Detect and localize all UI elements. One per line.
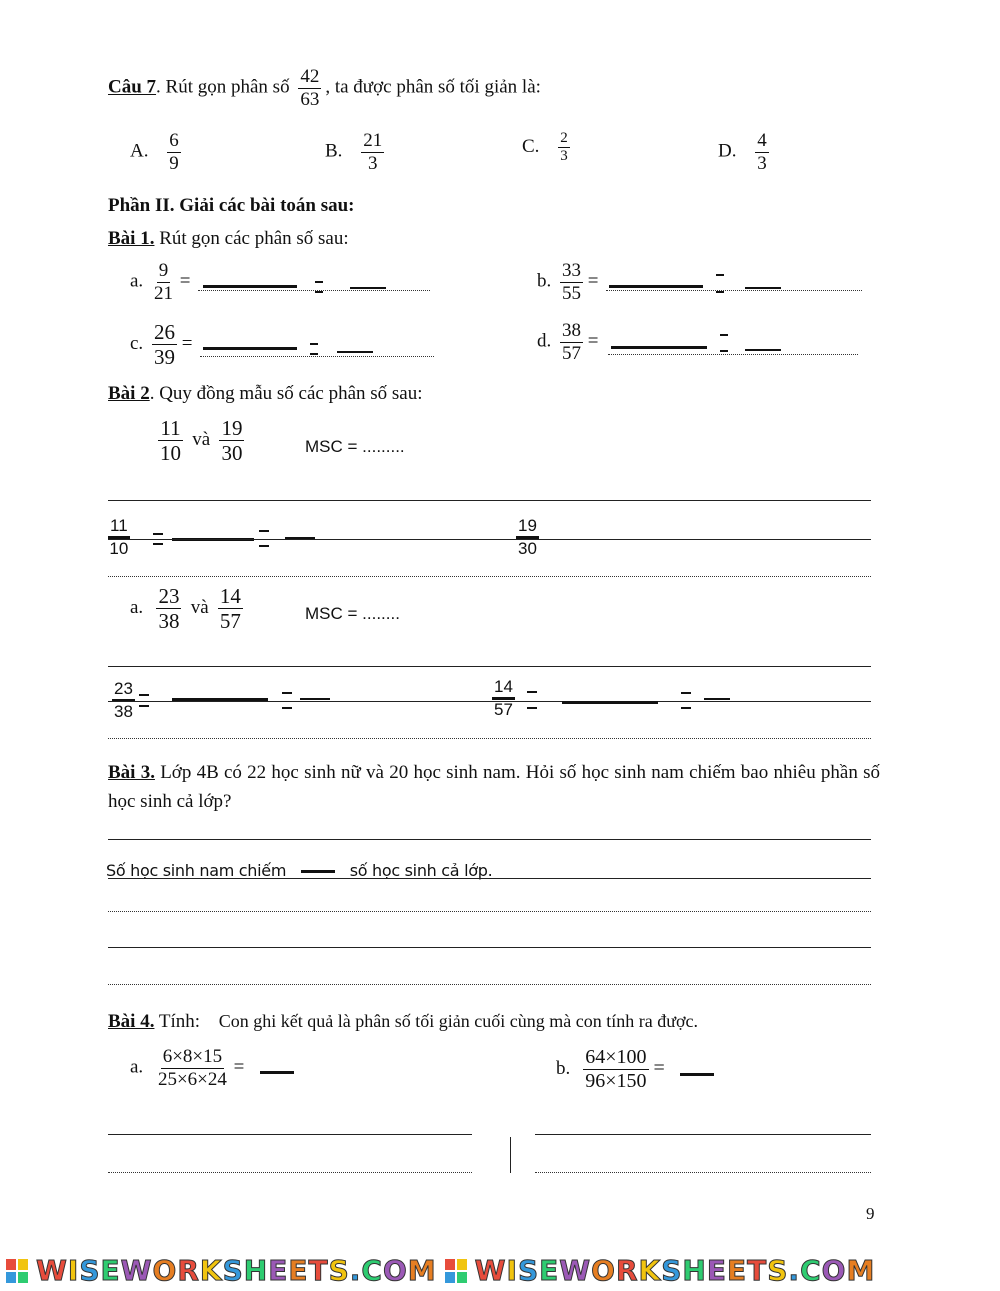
answer-blank[interactable]: [260, 1071, 294, 1074]
option-fraction: [755, 130, 769, 175]
bai-1-text: Rút gọn các phân số sau:: [154, 228, 349, 249]
option-fraction: [167, 130, 181, 175]
watermark-letter: C: [800, 1254, 822, 1287]
bai-3-body: Lớp 4B có 22 học sinh nữ và 20 học sinh nam. Hỏi số học sinh nam chiếm bao nhiêu phần số học sinh cả lớp?: [108, 762, 881, 812]
work-num: 14: [492, 677, 515, 700]
watermark-text: [36, 1254, 437, 1287]
bai-1-label: Bài 1.: [108, 228, 155, 249]
q7-option-a[interactable]: [130, 130, 181, 175]
bai1-item-d: [537, 320, 598, 365]
answer-blank[interactable]: [350, 287, 386, 289]
watermark-letter: S: [661, 1254, 683, 1287]
equals-sign: =: [587, 330, 599, 352]
work-line[interactable]: [108, 576, 871, 577]
item-den: 57: [562, 342, 581, 364]
eq-mark: [139, 705, 149, 707]
bai-2-label: Bài 2: [108, 383, 150, 404]
work-den: 30: [518, 539, 537, 559]
answer-blank[interactable]: [337, 351, 373, 353]
option-num: 21: [363, 130, 383, 151]
work-num: 19: [516, 516, 539, 539]
watermark-letter: R: [615, 1254, 639, 1287]
bai-4-label: Bài 4.: [108, 1011, 155, 1032]
part-2-heading: [108, 195, 355, 217]
option-letter: C.: [522, 136, 540, 158]
pair-fraction: [219, 416, 244, 465]
item-den: 39: [153, 345, 175, 370]
eq-mark: [527, 691, 537, 693]
equals-sign: =: [179, 270, 191, 292]
watermark-letter: E: [268, 1254, 289, 1287]
bai4-item-a: a. $\frac{6\times 8\times 15}{25\times 6\times 24}$ =: [130, 1046, 245, 1090]
answer-blank[interactable]: [680, 1073, 714, 1076]
watermark-letter: H: [243, 1254, 269, 1287]
watermark-letter: S: [517, 1254, 540, 1287]
eq-mark: [720, 334, 728, 336]
work-fraction: [492, 677, 515, 721]
eq-mark: [259, 545, 269, 547]
pair-den: 38: [158, 609, 180, 634]
watermark-letter: E: [100, 1254, 121, 1287]
work-line[interactable]: [108, 1134, 472, 1135]
answer-blank[interactable]: [611, 346, 707, 349]
pair-den: 10: [160, 441, 181, 466]
eq-mark: [153, 543, 163, 545]
option-den: 3: [560, 148, 568, 165]
option-num: 2: [558, 130, 570, 148]
work-frac-4: [492, 676, 515, 721]
pair-num: 14: [219, 584, 241, 608]
divider: [510, 1137, 511, 1173]
answer-blank[interactable]: [745, 349, 781, 351]
answer-blank[interactable]: [203, 285, 297, 288]
answer-line[interactable]: [608, 354, 858, 355]
item-num: 38: [562, 320, 581, 341]
watermark-letter: C: [361, 1254, 383, 1287]
work-line[interactable]: [108, 500, 871, 501]
answer-blank[interactable]: [704, 698, 730, 700]
watermark-letter: S: [328, 1254, 350, 1287]
answer-blank[interactable]: [300, 698, 330, 700]
watermark-letter: E: [706, 1254, 727, 1287]
bai4-item-b: b. $\frac{64\times 100}{96\times 150}$ =: [556, 1046, 665, 1092]
q7-frac-num: 42: [300, 66, 320, 87]
work-frac-1: [108, 515, 130, 560]
pair-num: 23: [158, 584, 180, 608]
item-fraction: [152, 320, 177, 369]
work-line[interactable]: [108, 911, 871, 912]
watermark-letter: S: [79, 1254, 101, 1287]
item-num: 33: [562, 260, 581, 281]
option-den: 3: [367, 152, 378, 174]
bai-3-label: Bài 3.: [108, 762, 155, 783]
bai1-item-a: [130, 260, 190, 305]
msc-field-1[interactable]: MSC = .........: [305, 437, 405, 456]
answer-blank[interactable]: [609, 285, 703, 288]
q7-frac-den: 63: [300, 88, 320, 110]
bai-3-text: [108, 758, 880, 816]
part-2-label: Phần II: [108, 195, 170, 216]
watermark-letter: T: [747, 1254, 768, 1287]
watermark-letter: E: [288, 1254, 309, 1287]
and-word: và: [190, 597, 209, 619]
watermark-letter: T: [308, 1254, 329, 1287]
item-letter: a.: [130, 270, 144, 292]
logo-icon: [445, 1259, 467, 1283]
watermark-letter: W: [120, 1254, 153, 1287]
option-letter: A.: [130, 140, 149, 162]
q7-text-after: , ta được phân số tối giản là:: [325, 76, 541, 98]
item-fraction: [152, 260, 175, 305]
eq-mark: [315, 291, 323, 293]
item-num: 64×100: [585, 1046, 647, 1068]
work-den: 57: [494, 700, 513, 720]
item-letter: d.: [537, 330, 552, 352]
option-fraction: [558, 130, 570, 166]
q7-option-b[interactable]: [325, 130, 384, 175]
option-num: 4: [757, 130, 767, 151]
and-word: và: [192, 429, 211, 451]
watermark-letter: W: [559, 1254, 592, 1287]
work-line[interactable]: [108, 947, 871, 948]
bai-4-text: Tính:: [154, 1011, 201, 1032]
eq-mark: [282, 707, 292, 709]
work-fraction: [516, 516, 539, 560]
watermark-letter: O: [821, 1254, 847, 1287]
item-fraction: [156, 1046, 229, 1091]
watermark-letter: H: [682, 1254, 707, 1287]
option-den: 3: [757, 152, 767, 174]
watermark-letter: S: [222, 1254, 244, 1287]
pair-num: 19: [221, 416, 243, 440]
watermark-letter: K: [199, 1254, 223, 1287]
watermark-letter: M: [407, 1254, 437, 1287]
eq-mark: [310, 353, 318, 355]
eq-mark: [315, 281, 323, 283]
equals-sign: =: [181, 333, 193, 354]
item-den: 25×6×24: [157, 1068, 227, 1090]
answer-line[interactable]: [606, 290, 862, 291]
logo-icon: [6, 1259, 28, 1283]
work-fraction: [108, 516, 130, 560]
item-fraction: [583, 1046, 648, 1093]
watermark-letter: I: [506, 1254, 518, 1287]
bai-1-heading: [108, 228, 349, 250]
pair-fraction: [218, 584, 243, 633]
answer-before: Số học sinh nam chiếm: [106, 861, 287, 880]
option-letter: B.: [325, 140, 343, 162]
bai-2-text: . Quy đồng mẫu số các phân số sau:: [149, 383, 423, 404]
watermark-letter: O: [382, 1254, 408, 1287]
watermark-letter: E: [539, 1254, 560, 1287]
page-number: 9: [866, 1204, 875, 1223]
watermark-letter: M: [846, 1254, 876, 1287]
eq-mark: [153, 533, 163, 535]
question-7: [108, 66, 908, 126]
work-line[interactable]: [108, 878, 871, 879]
work-num: 11: [108, 516, 130, 539]
answer-after: số học sinh cả lớp.: [349, 861, 493, 880]
work-frac-2: [516, 515, 539, 560]
watermark-letter: O: [152, 1254, 178, 1287]
eq-mark: [527, 707, 537, 709]
equals-sign: =: [587, 270, 599, 292]
watermark-letter: .: [349, 1254, 362, 1287]
eq-mark: [282, 692, 292, 694]
option-den: 9: [169, 152, 179, 174]
q7-option-d[interactable]: [718, 130, 769, 175]
watermark-letter: W: [36, 1254, 68, 1287]
q7-option-c[interactable]: [522, 130, 570, 166]
work-den: 38: [114, 702, 133, 722]
pair-den: 57: [219, 609, 241, 634]
msc-field-2[interactable]: MSC = ........: [305, 604, 400, 623]
pair-fraction: [158, 416, 183, 465]
item-num: 9: [158, 260, 169, 281]
item-letter: a.: [130, 1056, 144, 1078]
pair-den: 30: [221, 441, 243, 466]
answer-blank[interactable]: [562, 701, 658, 704]
q7-label: Câu 7: [108, 76, 157, 98]
eq-mark: [716, 291, 724, 293]
eq-mark: [139, 694, 149, 696]
q7-text-before: . Rút gọn phân số: [156, 76, 290, 98]
item-den: 96×150: [585, 1070, 647, 1092]
work-line[interactable]: [108, 738, 871, 739]
work-den: 10: [109, 539, 129, 559]
eq-mark: [681, 692, 691, 694]
answer-blank[interactable]: [203, 347, 297, 350]
answer-line[interactable]: [200, 356, 434, 357]
eq-mark: [720, 350, 728, 352]
item-num: 6×8×15: [162, 1046, 223, 1067]
watermark-text: [475, 1254, 876, 1287]
watermark-letter: W: [474, 1254, 507, 1287]
bai-4-note: Con ghi kết quả là phân số tối giản cuối cùng mà con tính ra được.: [218, 1011, 698, 1031]
item-fraction: [560, 320, 583, 365]
option-letter: D.: [718, 140, 737, 162]
work-line[interactable]: [108, 666, 871, 667]
answer-blank[interactable]: [745, 287, 781, 289]
bai2-pair-1: [158, 416, 244, 465]
pair-num: 11: [160, 416, 181, 440]
work-line[interactable]: [108, 539, 871, 540]
bai-2-heading: [108, 383, 423, 405]
work-line[interactable]: [108, 839, 871, 840]
item-fraction: [560, 260, 583, 305]
work-line[interactable]: [535, 1134, 871, 1135]
watermark-letter: K: [638, 1254, 662, 1287]
watermark-letter: S: [767, 1254, 789, 1287]
option-fraction: [361, 130, 384, 175]
eq-mark: [310, 343, 318, 345]
item-letter: b.: [537, 270, 552, 292]
bai1-item-c: [130, 320, 192, 369]
work-line[interactable]: [108, 701, 871, 702]
bai2-pair-2: [130, 584, 243, 633]
eq-mark: [681, 707, 691, 709]
answer-slot[interactable]: [301, 870, 335, 873]
work-line[interactable]: [108, 1172, 472, 1173]
work-line[interactable]: [535, 1172, 871, 1173]
item-den: 21: [153, 282, 173, 304]
answer-line[interactable]: [198, 290, 430, 291]
watermark-letter: O: [591, 1254, 616, 1287]
item-letter: c.: [130, 333, 144, 354]
item-letter: a.: [130, 597, 144, 619]
watermark-letter: E: [727, 1254, 748, 1287]
bai1-item-b: [537, 260, 598, 305]
work-num: 23: [112, 679, 135, 702]
item-den: 55: [562, 282, 581, 304]
watermark-letter: .: [788, 1254, 801, 1287]
pair-fraction: [156, 584, 181, 633]
watermark-letter: R: [177, 1254, 200, 1287]
work-line[interactable]: [108, 984, 871, 985]
bai-4-heading: [108, 1011, 698, 1033]
watermark-letter: I: [67, 1254, 80, 1287]
eq-mark: [716, 274, 724, 276]
watermark-banner: [0, 1250, 1000, 1291]
item-num: 26: [153, 320, 175, 344]
q7-fraction: [298, 66, 321, 111]
eq-mark: [259, 530, 269, 532]
option-num: 6: [169, 130, 179, 151]
item-letter: b.: [556, 1058, 571, 1080]
part-2-text: . Giải các bài toán sau:: [169, 195, 355, 216]
